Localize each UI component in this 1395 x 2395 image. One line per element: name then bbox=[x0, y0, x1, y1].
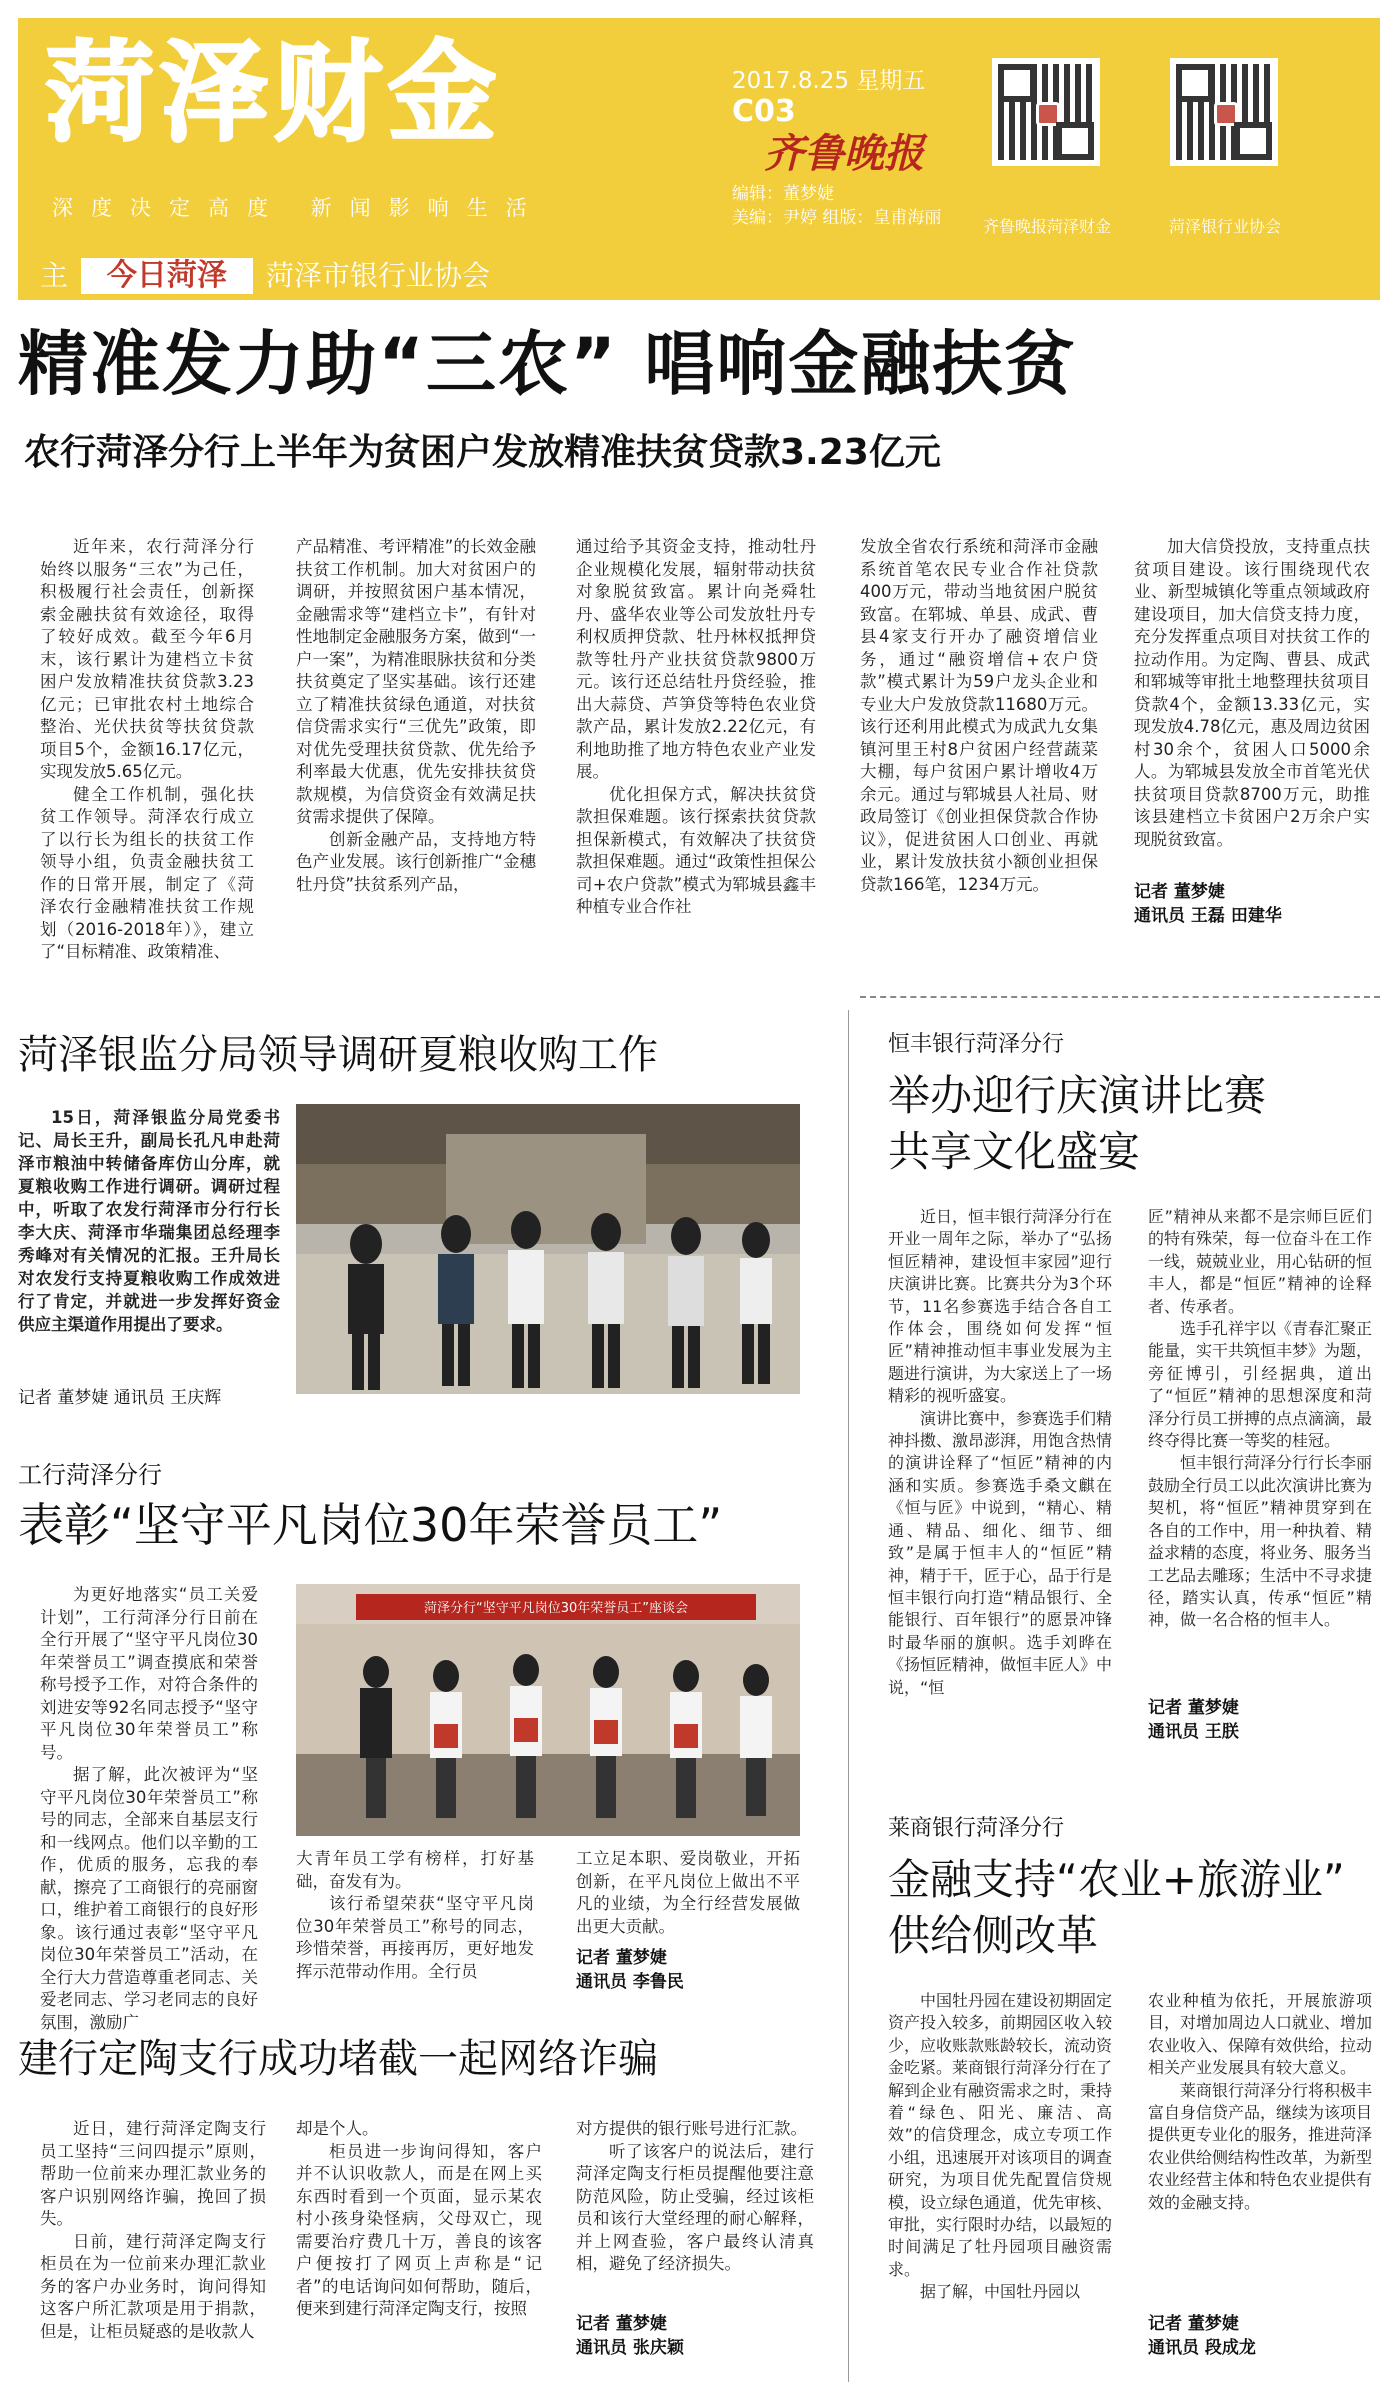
page-number: C03 bbox=[732, 94, 796, 129]
lead-column-5 bbox=[1134, 536, 1370, 851]
reporter: 记者 董梦婕 bbox=[1148, 1698, 1239, 1718]
hengfeng-kicker: 恒丰银行菏泽分行 bbox=[888, 1032, 1065, 1057]
ccb-column-1 bbox=[40, 2118, 266, 2343]
icbc-byline bbox=[576, 1946, 684, 1994]
paragraph: 柜员进一步询问得知，客户并不认识收款人，而是在网上买东西时看到一个页面，显示某农村小孩身染怪病，父母双亡，现需要治疗费几十万，善良的该客户便按打了网页上声称是“记者”的电话询问如何帮助，随后，便来到建行菏泽定陶支行，按照 bbox=[296, 2141, 542, 2318]
paragraph: 创新金融产品，支持地方特色产业发展。该行创新推广“金穗牡丹贷”扶贫系列产品， bbox=[296, 829, 536, 894]
cbrc-headline: 菏泽银监分局领导调研夏粮收购工作 bbox=[18, 1032, 658, 1078]
paragraph: 发放全省农行系统和菏泽市金融系统首笔农民专业合作社贷款400万元，带动当地贫困户脱贫致富。在郓城、单县、成武、曹县4家支行开办了融资增信业务，通过“融资增信+农户贷款”模式累计为59户龙头企业和专业大户发放贷款11680万元。该行还利用此模式为成武九女集镇河里王村8户贫困户经营蔬菜大棚，每户贫困户累计增收4万余元。通过与郓城县人社局、财政局签订《创业担保贷款合作协议》，促进贫困人口创业、再就业，累计发放扶贫小额创业担保贷款166笔，1234万元。 bbox=[860, 537, 1098, 894]
paragraph: 对方提供的银行账号进行汇款。 bbox=[576, 2119, 807, 2138]
icbc-column-1 bbox=[40, 1584, 258, 2034]
ccb-column-2 bbox=[296, 2118, 542, 2321]
correspondent: 通讯员 张庆颖 bbox=[576, 2338, 684, 2358]
icbc-kicker: 工行菏泽分行 bbox=[18, 1461, 162, 1489]
correspondent: 通讯员 段成龙 bbox=[1148, 2338, 1256, 2358]
correspondent: 通讯员 王磊 田建华 bbox=[1134, 906, 1282, 926]
paragraph: 演讲比赛中，参赛选手们精神抖擞、激昂澎湃，用饱含热情的演讲诠释了“恒匠”精神的内涵和实质。参赛选手桑文麒在《恒与匠》中说到，“精心、精通、精品、细化、细节、细致”是属于恒丰人的“恒匠”精神，精于干，匠于心，品于行是恒丰银行向打造“精品银行、全能银行、百年银行”的愿景冲锋时最华丽的旗帜。选手刘晔在《扬恒匠精神，做恒丰匠人》中说，“恒 bbox=[888, 1408, 1113, 1697]
sponsor-prefix: 主 bbox=[40, 259, 69, 292]
laishang-column-1 bbox=[888, 1990, 1112, 2304]
paragraph: 听了该客户的说法后，建行菏泽定陶支行柜员提醒他要注意防范风险，防止受骗，经过该柜员和该行大堂经理的耐心解释，并上网查验，客户最终认清真相，避免了经济损失。 bbox=[576, 2141, 814, 2273]
paragraph: 恒丰银行菏泽分行行长李丽鼓励全行员工以此次演讲比赛为契机，将“恒匠”精神贯穿到在各自的工作中，用一种执着、精益求精的态度，将业务、服务当工艺品去雕琢；生活中不寻求捷径，踏实认真，传承“恒匠”精神，做一名合格的恒丰人。 bbox=[1148, 1453, 1373, 1630]
icbc-column-2 bbox=[296, 1848, 534, 1983]
laishang-column-2 bbox=[1148, 1990, 1372, 2214]
editor-line: 编辑：董梦婕 bbox=[732, 184, 834, 204]
reporter: 记者 董梦婕 bbox=[576, 2314, 667, 2334]
reporter: 记者 董梦婕 bbox=[1134, 882, 1225, 902]
paragraph: 为更好地落实“员工关爱计划”，工行菏泽分行日前在全行开展了“坚守平凡岗位30年荣誉员工”调查摸底和荣誉称号授予工作，对符合条件的刘进安等92名同志授予“坚守平凡岗位30年荣誉员工”称号。 bbox=[40, 1585, 258, 1762]
headline-line: 共享文化盛宴 bbox=[888, 1127, 1141, 1176]
headline-line: 金融支持“农业+旅游业” bbox=[888, 1855, 1345, 1904]
paragraph: 15日，菏泽银监分局党委书记、局长王升，副局长孔凡申赴菏泽市粮油中转储备库仿山分库，就夏粮收购工作进行调研。调研过程中，听取了农发行菏泽市分行行长李大庆、菏泽市华瑞集团总经理李秀峰对有关情况的汇报。王升局长对农发行支持夏粮收购工作成效进行了肯定，并就进一步发挥好资金供应主渠道作用提出了要求。 bbox=[18, 1108, 280, 1334]
hengfeng-column-2 bbox=[1148, 1206, 1372, 1632]
divider bbox=[860, 996, 1380, 998]
masthead-slogan: 深度决定高度 新闻影响生活 bbox=[52, 196, 545, 220]
photo-grain-depot-inspection bbox=[296, 1104, 800, 1394]
lead-headline: 精准发力助“三农” 唱响金融扶贫 bbox=[18, 323, 1077, 405]
ccb-headline: 建行定陶支行成功堵截一起网络诈骗 bbox=[18, 2036, 658, 2082]
hengfeng-headline bbox=[888, 1068, 1266, 1180]
paragraph: 健全工作机制，强化扶贫工作领导。菏泽农行成立了以行长为组长的扶贫工作领导小组，负责金融扶贫工作的日常开展，制定了《菏泽农行金融精准扶贫工作规划（2016-2018年）》，建立了“目标精准、政策精准、 bbox=[40, 784, 254, 961]
sponsor-line bbox=[40, 258, 490, 294]
laishang-headline bbox=[888, 1852, 1345, 1964]
icbc-column-3 bbox=[576, 1848, 800, 1938]
photo-award-ceremony bbox=[296, 1584, 800, 1836]
hengfeng-byline bbox=[1148, 1696, 1239, 1744]
qr-code-icon[interactable] bbox=[992, 58, 1100, 166]
banner-text: 菏泽分行“坚守平凡岗位30年荣誉员工”座谈会 bbox=[423, 1601, 689, 1616]
reporter: 记者 董梦婕 bbox=[576, 1948, 667, 1968]
paragraph: 优化担保方式，解决扶贫贷款担保难题。该行探索扶贫贷款担保新模式，有效解决了扶贫贷款担保难题。通过“政策性担保公司+农户贷款”模式为郓城县鑫丰种植专业合作社 bbox=[576, 784, 816, 916]
paragraph: 农业种植为依托，开展旅游项目，对增加周边人口就业、增加农业收入、保障有效供给，拉动相关产业发展具有较大意义。 bbox=[1148, 1991, 1373, 2078]
correspondent: 通讯员 李鲁民 bbox=[576, 1972, 684, 1992]
paragraph: 大青年员工学有榜样，打好基础，奋发有为。 bbox=[296, 1849, 534, 1891]
icbc-headline: 表彰“坚守平凡岗位30年荣誉员工” bbox=[18, 1498, 723, 1552]
paragraph: 近年来，农行菏泽分行始终以服务“三农”为己任，积极履行社会责任，创新探索金融扶贫有效途径，取得了较好成效。截至今年6月末，该行累计为建档立卡贫困户发放精准扶贫贷款3.23亿元；已审批农村土地综合整治、光伏扶贫等扶贫贷款项目5个，金额16.17亿元，实现发放5.65亿元。 bbox=[40, 537, 254, 781]
cbrc-body bbox=[18, 1106, 280, 1336]
newspaper-name: 齐鲁晚报 bbox=[764, 130, 924, 177]
sponsor-suffix: 菏泽市银行业协会 bbox=[265, 259, 490, 292]
hengfeng-column-1 bbox=[888, 1206, 1112, 1699]
paragraph: 莱商银行菏泽分行将积极丰富自身信贷产品，继续为该项目提供更专业化的服务，推进菏泽农业供给侧结构性改革，为新型农业经营主体和特色农业提供有效的金融支持。 bbox=[1148, 2080, 1373, 2212]
paragraph: 近日，恒丰银行菏泽分行在开业一周年之际，举办了“弘扬恒匠精神，建设恒丰家园”迎行庆演讲比赛。比赛共分为3个环节，11名参赛选手结合各自工作体会，围绕如何发挥“恒匠”精神推动恒丰事业发展为主题进行演讲，为大家送上了一场精彩的视听盛宴。 bbox=[888, 1207, 1113, 1406]
lead-column-3 bbox=[576, 536, 816, 919]
lead-column-1 bbox=[40, 536, 254, 964]
paragraph: 据了解，此次被评为“坚守平凡岗位30年荣誉员工”称号的同志，全部来自基层支行和一线网点。他们以辛勤的工作，优质的服务，忘我的奉献，擦亮了工商银行的亮丽窗口，维护着工商银行的良好形象。该行通过表彰“坚守平凡岗位30年荣誉员工”活动，在全行大力营造尊重老同志、关爱老同志、学习老同志的良好氛围，激励广 bbox=[40, 1765, 258, 2032]
qr-caption: 齐鲁晚报菏泽财金 bbox=[982, 217, 1111, 236]
ccb-column-3 bbox=[576, 2118, 814, 2276]
paragraph: 据了解，中国牡丹园以 bbox=[920, 2282, 1081, 2302]
lead-column-2 bbox=[296, 536, 536, 896]
paragraph: 通过给予其资金支持，推动牡丹企业规模化发展，辐射带动扶贫对象脱贫致富。累计向尧舜牡丹、盛华农业等公司发放牡丹专利权质押贷款、牡丹林权抵押贷款等牡丹产业扶贫贷款9800万元。该行还总结牡丹贷经验，推出大蒜贷、芦笋贷等特色农业贷款产品，累计发放2.22亿元，有利地助推了地方特色农业产业发展。 bbox=[576, 537, 816, 781]
ccb-byline bbox=[576, 2312, 684, 2360]
paragraph: 工立足本职、爱岗敬业，开拓创新，在平凡岗位上做出不平凡的业绩，为全行经营发展做出更大贡献。 bbox=[576, 1849, 800, 1936]
cbrc-byline: 记者 董梦婕 通讯员 王庆辉 bbox=[18, 1388, 222, 1408]
qr-code-icon[interactable] bbox=[1170, 58, 1278, 166]
paragraph: 匠”精神从来都不是宗师巨匠们的特有殊荣，每一位奋斗在工作一线，兢兢业业，用心钻研的恒丰人，都是“恒匠”精神的诠释者、传承者。 bbox=[1148, 1207, 1373, 1316]
editor-credits bbox=[732, 182, 941, 230]
paragraph: 加大信贷投放，支持重点扶贫项目建设。该行围绕现代农业、新型城镇化等重点领域政府建设项目，加大信贷支持力度，充分发挥重点项目对扶贫工作的拉动作用。为定陶、曹县、成武和郓城等审批土地整理扶贫项目贷款4个，金额13.33亿元，实现发放4.78亿元，惠及周边贫困村30余个，贫困人口5000余人。为郓城县发放全市首笔光伏扶贫项目贷款8700万元，助推该县建档立卡贫困户2万余户实现脱贫致富。 bbox=[1134, 537, 1370, 849]
qr-caption: 菏泽银行业协会 bbox=[1168, 217, 1281, 236]
laishang-kicker: 莱商银行菏泽分行 bbox=[888, 1816, 1065, 1841]
lead-byline bbox=[1134, 880, 1282, 928]
correspondent: 通讯员 王朕 bbox=[1148, 1722, 1239, 1742]
paragraph: 选手孔祥宇以《青春汇聚正能量，实干共筑恒丰梦》为题，旁征博引，引经据典，道出了“恒匠”精神的思想深度和菏泽分行员工拼搏的点点滴滴，最终夺得比赛一等奖的桂冠。 bbox=[1148, 1319, 1373, 1451]
paragraph: 产品精准、考评精准”的长效金融扶贫工作机制。加大对贫困户的调研，并按照贫困户基本情况，金融需求等“建档立卡”，有针对性地制定金融服务方案，做到“一户一案”，为精准眼脉扶贫和分类扶贫奠定了坚实基础。该行还建立了精准扶贫绿色通道，对扶贫信贷需求实行“三优先”政策，即对优先受理扶贫贷款、优先给予利率最大优惠，优先安排扶贫贷款规模，为信贷资金有效满足扶贫需求提供了保障。 bbox=[296, 537, 536, 826]
issue-date: 2017.8.25 星期五 bbox=[732, 68, 926, 94]
paragraph: 近日，建行菏泽定陶支行员工坚持“三问四提示”原则，帮助一位前来办理汇款业务的客户识别网络诈骗，挽回了损失。 bbox=[40, 2119, 266, 2228]
lead-column-4 bbox=[860, 536, 1098, 896]
headline-line: 供给侧改革 bbox=[888, 1911, 1099, 1960]
laishang-byline bbox=[1148, 2312, 1256, 2360]
masthead-title: 菏泽财金 bbox=[46, 31, 503, 156]
reporter: 记者 董梦婕 bbox=[1148, 2314, 1239, 2334]
paragraph: 中国牡丹园在建设初期固定资产投入较多，前期园区收入较少，应收账款账龄较长，流动资金吃紧。莱商银行菏泽分行在了解到企业有融资需求之时，秉持着“绿色、阳光、廉洁、高效”的信贷理念，成立专项工作小组，迅速展开对该项目的调查研究，为项目优先配置信贷规模，设立绿色通道，优先审核、审批，实行限时办结，以最短的时间满足了牡丹园项目融资需求。 bbox=[888, 1991, 1113, 2279]
lead-subheadline: 农行菏泽分行上半年为贫困户发放精准扶贫贷款3.23亿元 bbox=[24, 432, 941, 473]
paragraph: 该行希望荣获“坚守平凡岗位30年荣誉员工”称号的同志，珍惜荣誉，再接再厉，更好地发挥示范带动作用。全行员 bbox=[296, 1894, 534, 1981]
headline-line: 举办迎行庆演讲比赛 bbox=[888, 1071, 1267, 1120]
paragraph: 却是个人。 bbox=[296, 2119, 379, 2138]
sponsor-brand-logo: 今日菏泽 bbox=[81, 258, 253, 294]
column-divider bbox=[848, 1010, 849, 2382]
paragraph: 日前，建行菏泽定陶支行柜员在为一位前来办理汇款业务的客户办业务时，询问得知这客户所汇款项是用于捐款，但是，让柜员疑惑的是收款人 bbox=[40, 2231, 266, 2341]
design-line: 美编：尹婷 组版：皇甫海丽 bbox=[732, 208, 942, 228]
